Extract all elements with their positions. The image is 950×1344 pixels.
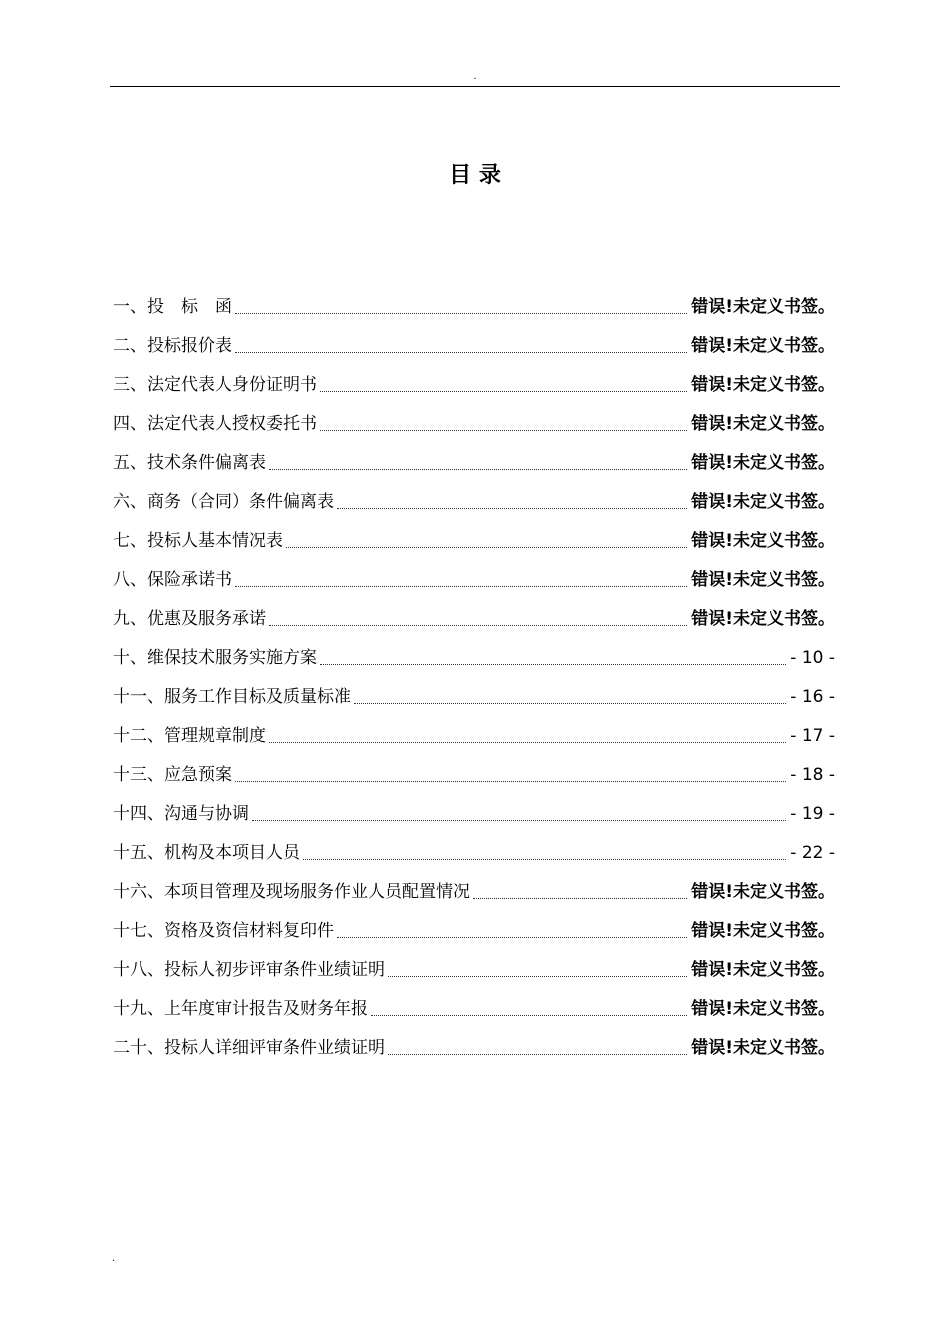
dot-leader [269,469,687,470]
toc-entry-page: 错误!未定义书签。 [691,921,835,941]
toc-entry[interactable] [113,519,835,558]
toc-title: 目 录 [449,163,501,188]
dot-leader [320,664,786,665]
toc-entry-page: 错误!未定义书签。 [691,570,835,590]
toc-entry-label: 三、法定代表人身份证明书 [113,375,317,395]
toc-entry-label: 十二、管理规章制度 [113,726,266,746]
toc-entry-label: 十九、上年度审计报告及财务年报 [113,999,368,1019]
dot-leader [337,508,687,509]
toc-entry-label: 十六、本项目管理及现场服务作业人员配置情况 [113,882,470,902]
toc-entry[interactable] [113,831,835,870]
toc-entry-page: - 16 - [790,687,835,707]
dot-leader [269,742,786,743]
toc-entry-page: 错误!未定义书签。 [691,453,835,473]
toc-entry-label: 十一、服务工作目标及质量标准 [113,687,351,707]
toc-entry-page: 错误!未定义书签。 [691,492,835,512]
toc-entry-page: - 10 - [790,648,835,668]
toc-entry-page: - 22 - [790,843,835,863]
toc-entry-page: 错误!未定义书签。 [691,375,835,395]
table-of-contents [113,285,835,1065]
dot-leader [235,352,687,353]
toc-entry-page: 错误!未定义书签。 [691,531,835,551]
dot-leader [388,976,687,977]
toc-entry-page: 错误!未定义书签。 [691,297,835,317]
toc-entry-label: 十三、应急预案 [113,765,232,785]
toc-entry-label: 六、商务（合同）条件偏离表 [113,492,334,512]
toc-entry-label: 十八、投标人初步评审条件业绩证明 [113,960,385,980]
dot-leader [303,859,786,860]
dot-leader [235,313,687,314]
toc-entry-page: 错误!未定义书签。 [691,609,835,629]
toc-entry[interactable] [113,285,835,324]
footer-mark: . [112,1253,116,1264]
toc-entry[interactable] [113,675,835,714]
header-mark: . [473,71,477,82]
toc-entry[interactable] [113,870,835,909]
toc-entry[interactable] [113,792,835,831]
toc-entry-label: 四、法定代表人授权委托书 [113,414,317,434]
toc-entry[interactable] [113,558,835,597]
toc-entry[interactable] [113,324,835,363]
toc-entry-page: 错误!未定义书签。 [691,960,835,980]
dot-leader [235,586,687,587]
toc-entry[interactable] [113,1026,835,1065]
toc-entry-page: 错误!未定义书签。 [691,882,835,902]
toc-entry-label: 五、技术条件偏离表 [113,453,266,473]
toc-entry[interactable] [113,909,835,948]
toc-entry-page: 错误!未定义书签。 [691,999,835,1019]
toc-entry[interactable] [113,987,835,1026]
toc-entry[interactable] [113,480,835,519]
toc-entry-page: - 17 - [790,726,835,746]
toc-entry[interactable] [113,636,835,675]
toc-entry-label: 二、投标报价表 [113,336,232,356]
toc-entry-label: 二十、投标人详细评审条件业绩证明 [113,1038,385,1058]
dot-leader [354,703,786,704]
toc-entry-page: - 18 - [790,765,835,785]
header-rule [110,86,840,87]
dot-leader [252,820,786,821]
toc-entry-page: 错误!未定义书签。 [691,414,835,434]
toc-entry-label: 一、投 标 函 [113,297,232,317]
dot-leader [320,391,687,392]
dot-leader [371,1015,687,1016]
dot-leader [388,1054,687,1055]
dot-leader [337,937,687,938]
toc-entry-label: 九、优惠及服务承诺 [113,609,266,629]
toc-entry[interactable] [113,753,835,792]
toc-entry-label: 十七、资格及资信材料复印件 [113,921,334,941]
toc-entry-page: 错误!未定义书签。 [691,1038,835,1058]
dot-leader [269,625,687,626]
toc-entry-label: 八、保险承诺书 [113,570,232,590]
toc-entry-label: 十五、机构及本项目人员 [113,843,300,863]
toc-entry[interactable] [113,441,835,480]
toc-entry-page: 错误!未定义书签。 [691,336,835,356]
toc-entry[interactable] [113,948,835,987]
dot-leader [320,430,687,431]
toc-entry-label: 十四、沟通与协调 [113,804,249,824]
toc-entry[interactable] [113,597,835,636]
dot-leader [235,781,786,782]
toc-entry-page: - 19 - [790,804,835,824]
toc-entry-label: 十、维保技术服务实施方案 [113,648,317,668]
dot-leader [286,547,687,548]
toc-entry-label: 七、投标人基本情况表 [113,531,283,551]
toc-entry[interactable] [113,363,835,402]
toc-entry[interactable] [113,714,835,753]
dot-leader [473,898,687,899]
toc-entry[interactable] [113,402,835,441]
